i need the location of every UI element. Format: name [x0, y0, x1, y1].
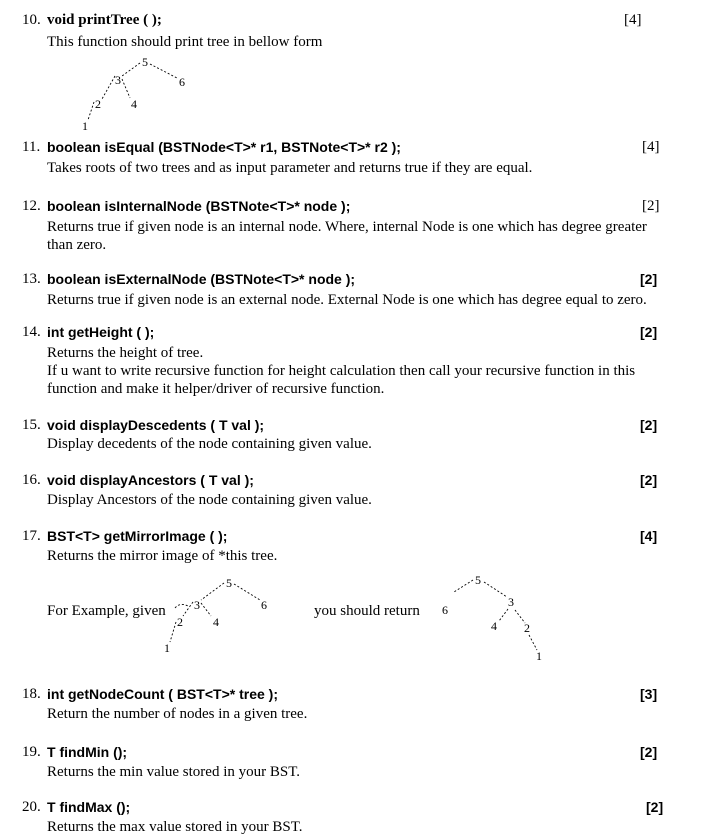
function-signature: int getNodeCount ( BST<T>* tree ); [47, 686, 278, 702]
marks: [2] [640, 744, 658, 760]
marks: [2] [640, 271, 658, 287]
function-signature: T findMin (); [47, 744, 128, 760]
tree-edge [454, 580, 473, 592]
tree-node: 5 [142, 55, 148, 69]
tree-node: 6 [179, 75, 185, 89]
tree-edge [122, 63, 140, 76]
marks: [2] [640, 324, 658, 340]
tree-edge [201, 603, 211, 616]
description: If u want to write recursive function for height calculation then call your recursive function in this [47, 363, 636, 379]
example-given-label: For Example, given [47, 603, 166, 619]
function-signature: BST<T> getMirrorImage ( ); [47, 528, 228, 544]
tree-node: 1 [536, 649, 542, 663]
description: Returns the height of tree. [47, 345, 204, 361]
tree-node: 5 [226, 576, 232, 590]
item-number: 18. [22, 686, 41, 702]
item-number: 17. [22, 528, 41, 544]
tree-edge [122, 79, 130, 98]
description: Display decedents of the node containing given value. [47, 436, 372, 452]
tree-node: 3 [508, 595, 514, 609]
tree-node: 1 [82, 119, 88, 133]
marks: [2] [646, 799, 664, 815]
description: Takes roots of two trees and as input parameter and returns true if they are equal. [47, 160, 533, 176]
marks: [3] [640, 686, 658, 702]
tree-node: 4 [491, 619, 497, 633]
description: Display Ancestors of the node containing given value. [47, 492, 372, 508]
tree-node: 4 [131, 97, 137, 111]
item-number: 15. [22, 417, 41, 433]
marks: [4] [624, 12, 642, 28]
item-number: 14. [22, 324, 41, 340]
tree-edge [484, 582, 507, 597]
function-signature: void displayDescedents ( T val ); [47, 417, 265, 433]
function-signature: T findMax (); [47, 799, 131, 815]
tree-node: 1 [164, 641, 170, 655]
item-number: 12. [22, 198, 41, 214]
tree-node: 6 [442, 603, 448, 617]
marks: [2] [642, 198, 660, 214]
function-signature: int getHeight ( ); [47, 324, 155, 340]
description: than zero. [47, 237, 107, 253]
description: Return the number of nodes in a given tree. [47, 706, 308, 722]
tree-node: 3 [194, 598, 200, 612]
marks: [2] [640, 417, 658, 433]
mirror-tree-diagram [438, 570, 548, 662]
tree-edge [175, 604, 188, 608]
tree-edge [201, 583, 224, 600]
item-number: 13. [22, 271, 41, 287]
tree-node: 2 [177, 615, 183, 629]
description: function and make it helper/driver of recursive function. [47, 381, 385, 397]
function-signature: boolean isInternalNode (BSTNote<T>* node ); [47, 198, 351, 214]
function-signature: boolean isEqual (BSTNode<T>* r1, BSTNote<T>* r2 ); [47, 139, 401, 155]
item-number: 11. [22, 139, 41, 155]
tree-node: 2 [524, 621, 530, 635]
tree-node: 4 [213, 615, 219, 629]
tree-edge [234, 584, 260, 600]
tree-edge [183, 602, 193, 616]
function-signature: void displayAncestors ( T val ); [47, 472, 254, 488]
item-number: 20. [22, 799, 41, 815]
tree-edge [170, 622, 176, 642]
description: Returns the min value stored in your BST. [47, 764, 301, 780]
tree-node: 3 [115, 73, 121, 87]
description: This function should print tree in bellow form [47, 34, 323, 50]
given-tree-diagram [160, 576, 280, 656]
print-tree-diagram [78, 56, 198, 132]
tree-edge [102, 76, 115, 99]
marks: [4] [640, 528, 658, 544]
description: Returns the max value stored in your BST. [47, 819, 303, 835]
marks: [4] [642, 139, 660, 155]
tree-node: 6 [261, 598, 267, 612]
marks: [2] [640, 472, 658, 488]
tree-edge [515, 610, 525, 623]
function-signature: boolean isExternalNode (BSTNote<T>* node ); [47, 271, 356, 287]
description: Returns the mirror image of *this tree. [47, 548, 278, 564]
tree-edge [150, 64, 177, 78]
example-return-label: you should return [314, 603, 420, 619]
tree-edge [88, 102, 94, 120]
description: Returns true if given node is an external node. External Node is one which has degree equal to zero. [47, 292, 647, 308]
tree-edge [499, 609, 508, 621]
item-number: 16. [22, 472, 41, 488]
description: Returns true if given node is an internal node. Where, internal Node is one which has degree greater [47, 219, 647, 235]
tree-node: 5 [475, 573, 481, 587]
tree-edge [529, 635, 537, 650]
tree-node: 2 [95, 97, 101, 111]
function-signature: void printTree ( ); [47, 12, 162, 28]
item-number: 10. [22, 12, 41, 28]
item-number: 19. [22, 744, 41, 760]
